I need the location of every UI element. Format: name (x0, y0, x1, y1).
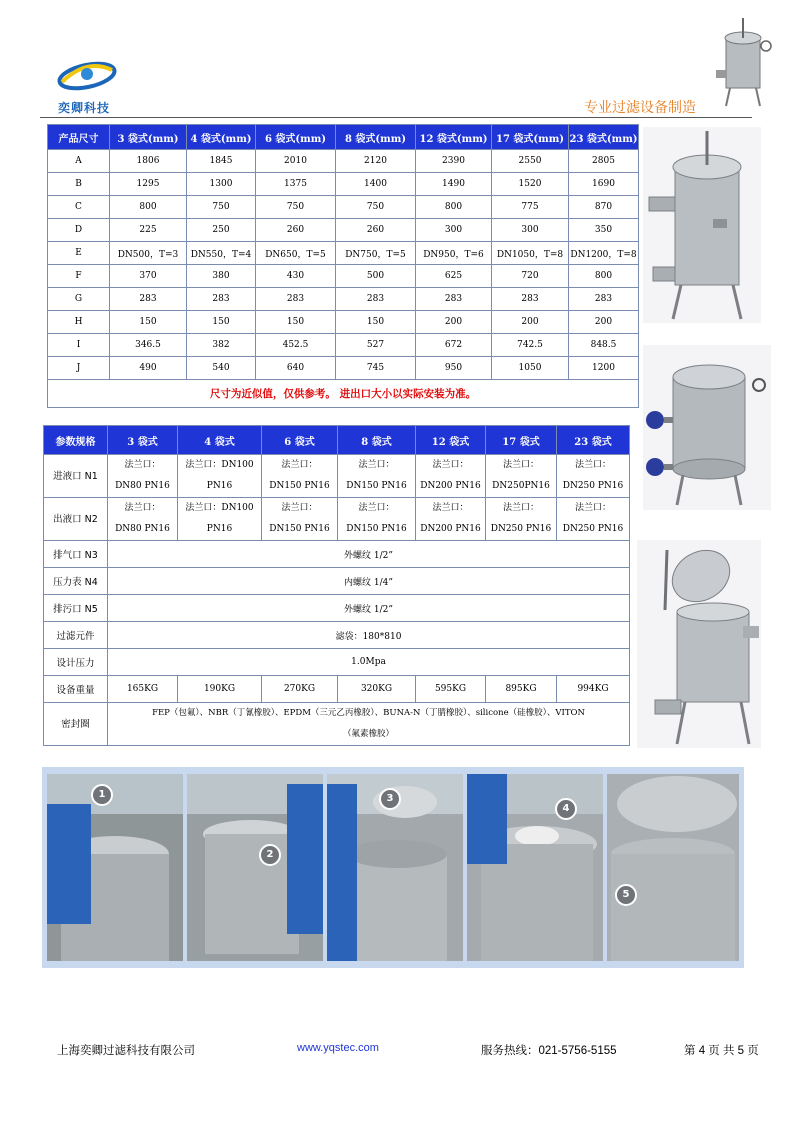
header-cell: 4 袋式(mm) (187, 125, 256, 150)
footer-company: 上海奕卿过滤科技有限公司 (57, 1045, 195, 1057)
table-cell: 283 (569, 288, 639, 311)
table-cell: 800 (110, 196, 187, 219)
header-cell: 12 袋式 (416, 426, 486, 455)
table-cell: DN500，T=3 (110, 242, 187, 265)
table-cell: 380 (187, 265, 256, 288)
table-cell: 法兰口： DN80 PN16 (108, 498, 178, 541)
header-cell: 6 袋式 (262, 426, 338, 455)
table-cell: 法兰口： DN150 PN16 (262, 455, 338, 498)
row-label: 设备重量 (44, 676, 108, 703)
table-cell: 225 (110, 219, 187, 242)
row-label: E (48, 242, 110, 265)
table-cell: 490 (110, 357, 187, 380)
header-cell: 12 袋式(mm) (416, 125, 492, 150)
table-cell: 527 (336, 334, 416, 357)
row-label: F (48, 265, 110, 288)
dimension-row (48, 173, 639, 196)
table-cell: 1375 (256, 173, 336, 196)
header-cell: 产品尺寸 (48, 125, 110, 150)
table-cell: 283 (110, 288, 187, 311)
row-label: 密封圈 (44, 703, 108, 746)
dimension-row (48, 219, 639, 242)
table-cell: 625 (416, 265, 492, 288)
row-label: 出液口 N2 (44, 498, 108, 541)
table-cell: 2550 (492, 150, 569, 173)
table-cell: 法兰口：DN100 PN16 (178, 498, 262, 541)
seal-row (44, 703, 630, 746)
footer-page-number: 第 4 页 共 5 页 (684, 1045, 759, 1057)
inlet-row (44, 455, 630, 498)
dimension-row (48, 334, 639, 357)
table-cell: 165KG (108, 676, 178, 703)
table-cell: 2120 (336, 150, 416, 173)
row-label: I (48, 334, 110, 357)
table-cell: 法兰口： DN200 PN16 (416, 498, 486, 541)
filter-housing-image-small (716, 16, 776, 108)
table-cell: 283 (416, 288, 492, 311)
header-divider (40, 117, 752, 118)
step-number: 1 (91, 784, 113, 806)
step-number: 2 (259, 844, 281, 866)
header-cell: 6 袋式(mm) (256, 125, 336, 150)
header-cell: 23 袋式(mm) (569, 125, 639, 150)
step-photo-5 (607, 774, 739, 961)
table-cell: 320KG (338, 676, 416, 703)
row-label: 压力表 N4 (44, 568, 108, 595)
table-cell: 595KG (416, 676, 486, 703)
table-cell: DN1050，T=8 (492, 242, 569, 265)
table-cell: 法兰口： DN250PN16 (486, 455, 557, 498)
step-photo-2 (187, 774, 323, 961)
header-cell: 17 袋式 (486, 426, 557, 455)
table-cell: 150 (256, 311, 336, 334)
dimension-row (48, 196, 639, 219)
table-cell: 750 (336, 196, 416, 219)
table-cell: 720 (492, 265, 569, 288)
table-cell: 452.5 (256, 334, 336, 357)
table-cell: 350 (569, 219, 639, 242)
vent-row (44, 541, 630, 568)
row-label: C (48, 196, 110, 219)
weight-row (44, 676, 630, 703)
row-label: 进液口 N1 (44, 455, 108, 498)
row-label: A (48, 150, 110, 173)
company-logo (52, 52, 122, 116)
table-cell: DN1200，T=8 (569, 242, 639, 265)
row-label: 过滤元件 (44, 622, 108, 649)
table-cell: 346.5 (110, 334, 187, 357)
parameter-table-header (44, 426, 630, 455)
table-cell: 法兰口： DN150 PN16 (262, 498, 338, 541)
element-row (44, 622, 630, 649)
pressure-row (44, 649, 630, 676)
table-cell: 190KG (178, 676, 262, 703)
table-cell: 848.5 (569, 334, 639, 357)
footer-hotline: 服务热线：021-5756-5155 (481, 1045, 617, 1057)
dimension-table (47, 124, 639, 408)
table-cell: 1490 (416, 173, 492, 196)
table-cell: 1300 (187, 173, 256, 196)
step-number: 5 (615, 884, 637, 906)
table-cell: 540 (187, 357, 256, 380)
table-cell: 法兰口： DN250 PN16 (557, 498, 630, 541)
step-photo-3 (327, 774, 463, 961)
filter-housing-image-1 (643, 127, 761, 323)
table-cell: 745 (336, 357, 416, 380)
parameter-table (43, 425, 630, 746)
table-cell: 430 (256, 265, 336, 288)
installation-steps-photos (42, 767, 744, 968)
header-cell: 3 袋式(mm) (110, 125, 187, 150)
row-label: H (48, 311, 110, 334)
table-cell: FEP（包氟）、NBR（丁氰橡胶）、EPDM（三元乙丙橡胶）、BUNA-N（丁腈橡胶）、silicone（硅橡胶）、VITON （氟素橡胶） (108, 703, 630, 746)
drain-row (44, 595, 630, 622)
table-cell: 外螺纹 1/2” (108, 595, 630, 622)
table-cell: 法兰口： DN250 PN16 (486, 498, 557, 541)
table-cell: 法兰口： DN250 PN16 (557, 455, 630, 498)
table-cell: DN750，T=5 (336, 242, 416, 265)
dimension-note: 尺寸为近似值，仅供参考。 进出口大小以实际安装为准。 (48, 380, 639, 408)
logo-icon (52, 52, 122, 100)
row-label: G (48, 288, 110, 311)
table-cell: 800 (569, 265, 639, 288)
table-cell: 260 (256, 219, 336, 242)
table-cell: 法兰口：DN100 PN16 (178, 455, 262, 498)
table-cell: 775 (492, 196, 569, 219)
table-cell: 270KG (262, 676, 338, 703)
table-cell: 1806 (110, 150, 187, 173)
table-cell: 1200 (569, 357, 639, 380)
table-cell: 742.5 (492, 334, 569, 357)
header-cell: 3 袋式 (108, 426, 178, 455)
table-cell: 895KG (486, 676, 557, 703)
header-cell: 8 袋式 (338, 426, 416, 455)
table-cell: 150 (336, 311, 416, 334)
slogan: 专业过滤设备制造 (584, 100, 696, 116)
dimension-row (48, 357, 639, 380)
header-cell: 4 袋式 (178, 426, 262, 455)
table-cell: 2010 (256, 150, 336, 173)
table-cell: 1690 (569, 173, 639, 196)
step-photo-4 (467, 774, 603, 961)
dimension-row (48, 150, 639, 173)
row-label: D (48, 219, 110, 242)
dimension-row (48, 242, 639, 265)
table-cell: DN550，T=4 (187, 242, 256, 265)
table-cell: 内螺纹 1/4” (108, 568, 630, 595)
footer-website-link[interactable]: www.yqstec.com (297, 1042, 379, 1054)
step-number: 4 (555, 798, 577, 820)
table-cell: 200 (492, 311, 569, 334)
row-label: B (48, 173, 110, 196)
dimension-row (48, 265, 639, 288)
outlet-row (44, 498, 630, 541)
table-cell: 150 (110, 311, 187, 334)
table-cell: 750 (187, 196, 256, 219)
gauge-row (44, 568, 630, 595)
table-cell: 260 (336, 219, 416, 242)
header-cell: 17 袋式(mm) (492, 125, 569, 150)
table-cell: 法兰口： DN200 PN16 (416, 455, 486, 498)
table-cell: 283 (256, 288, 336, 311)
table-cell: 200 (569, 311, 639, 334)
step-photo-1 (47, 774, 183, 961)
header-cell: 参数规格 (44, 426, 108, 455)
filter-housing-image-2 (643, 345, 771, 510)
logo-text: 奕卿科技 (58, 101, 111, 115)
table-cell: 950 (416, 357, 492, 380)
filter-housing-image-3 (637, 540, 761, 748)
table-cell: 994KG (557, 676, 630, 703)
row-label: 排污口 N5 (44, 595, 108, 622)
table-cell: 法兰口： DN80 PN16 (108, 455, 178, 498)
table-cell: 外螺纹 1/2” (108, 541, 630, 568)
table-cell: 1295 (110, 173, 187, 196)
table-cell: 1050 (492, 357, 569, 380)
row-label: 设计压力 (44, 649, 108, 676)
dimension-table-header (48, 125, 639, 150)
table-cell: 370 (110, 265, 187, 288)
table-cell: 382 (187, 334, 256, 357)
table-cell: 500 (336, 265, 416, 288)
table-cell: 滤袋：180*810 (108, 622, 630, 649)
table-cell: 2390 (416, 150, 492, 173)
table-cell: 283 (336, 288, 416, 311)
table-cell: 1845 (187, 150, 256, 173)
table-cell: 200 (416, 311, 492, 334)
table-cell: 870 (569, 196, 639, 219)
dimension-row (48, 288, 639, 311)
table-cell: 1400 (336, 173, 416, 196)
table-cell: 283 (187, 288, 256, 311)
table-cell: 法兰口： DN150 PN16 (338, 455, 416, 498)
table-cell: 1.0Mpa (108, 649, 630, 676)
table-cell: 283 (492, 288, 569, 311)
header-cell: 23 袋式 (557, 426, 630, 455)
table-cell: 法兰口： DN150 PN16 (338, 498, 416, 541)
header-cell: 8 袋式(mm) (336, 125, 416, 150)
table-cell: 300 (492, 219, 569, 242)
table-cell: 640 (256, 357, 336, 380)
row-label: 排气口 N3 (44, 541, 108, 568)
table-cell: 300 (416, 219, 492, 242)
table-cell: DN650，T=5 (256, 242, 336, 265)
table-cell: 1520 (492, 173, 569, 196)
table-cell: 672 (416, 334, 492, 357)
table-cell: 800 (416, 196, 492, 219)
table-cell: 250 (187, 219, 256, 242)
table-cell: DN950，T=6 (416, 242, 492, 265)
table-cell: 750 (256, 196, 336, 219)
dimension-row (48, 311, 639, 334)
table-cell: 150 (187, 311, 256, 334)
row-label: J (48, 357, 110, 380)
table-cell: 2805 (569, 150, 639, 173)
step-number: 3 (379, 788, 401, 810)
